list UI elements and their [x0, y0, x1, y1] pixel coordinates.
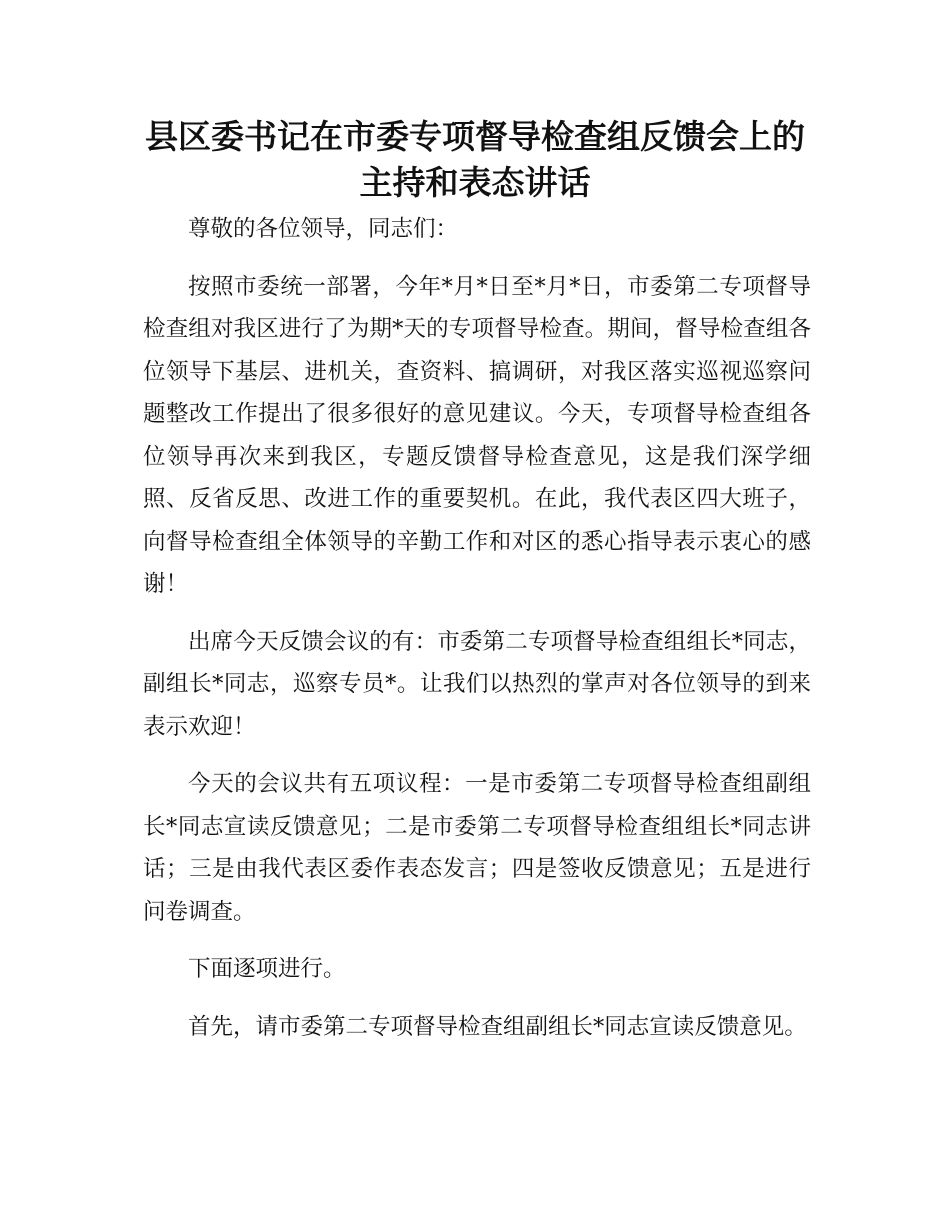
salutation-paragraph: 尊敬的各位领导，同志们： — [188, 216, 459, 242]
intro-paragraph: 按照市委统一部署，今年*月*日至*月*日，市委第二专项督导检查组对我区进行了为期*天的专项督导检查。期间，督导检查组各位领导下基层、进机关，查资料、搞调研，对我区落实巡视巡察问题整改工作提出了很多很好的意见建议。今天，专项督导检查组各位领导再次来到我区，专题反馈督导检查意见，这是我们深学细照、反省反思、改进工作的重要契机。在此，我代表区四大班子，向督导检查组全体领导的辛勤工作和对区的悉心指导表示衷心的感谢！ — [143, 273, 811, 597]
first-item-paragraph: 首先，请市委第二专项督导检查组副组长*同志宣读反馈意见。 — [188, 1013, 807, 1040]
attendees-paragraph: 出席今天反馈会议的有：市委第二专项督导检查组组长*同志，副组长*同志，巡察专员*。让我们以热烈的掌声对各位领导的到来表示欢迎！ — [143, 628, 811, 740]
document-body — [143, 208, 811, 1063]
document-title-line-1: 县区委书记在市委专项督导检查组反馈会上的 — [145, 117, 805, 156]
agenda-paragraph: 今天的会议共有五项议程：一是市委第二专项督导检查组副组长*同志宣读反馈意见；二是市委第二专项督导检查组组长*同志讲话；三是由我代表区委作表态发言；四是签收反馈意见；五是进行问卷调查。 — [143, 771, 811, 925]
proceed-paragraph: 下面逐项进行。 — [188, 956, 346, 982]
document-title-line-2: 主持和表态讲话 — [359, 163, 591, 202]
